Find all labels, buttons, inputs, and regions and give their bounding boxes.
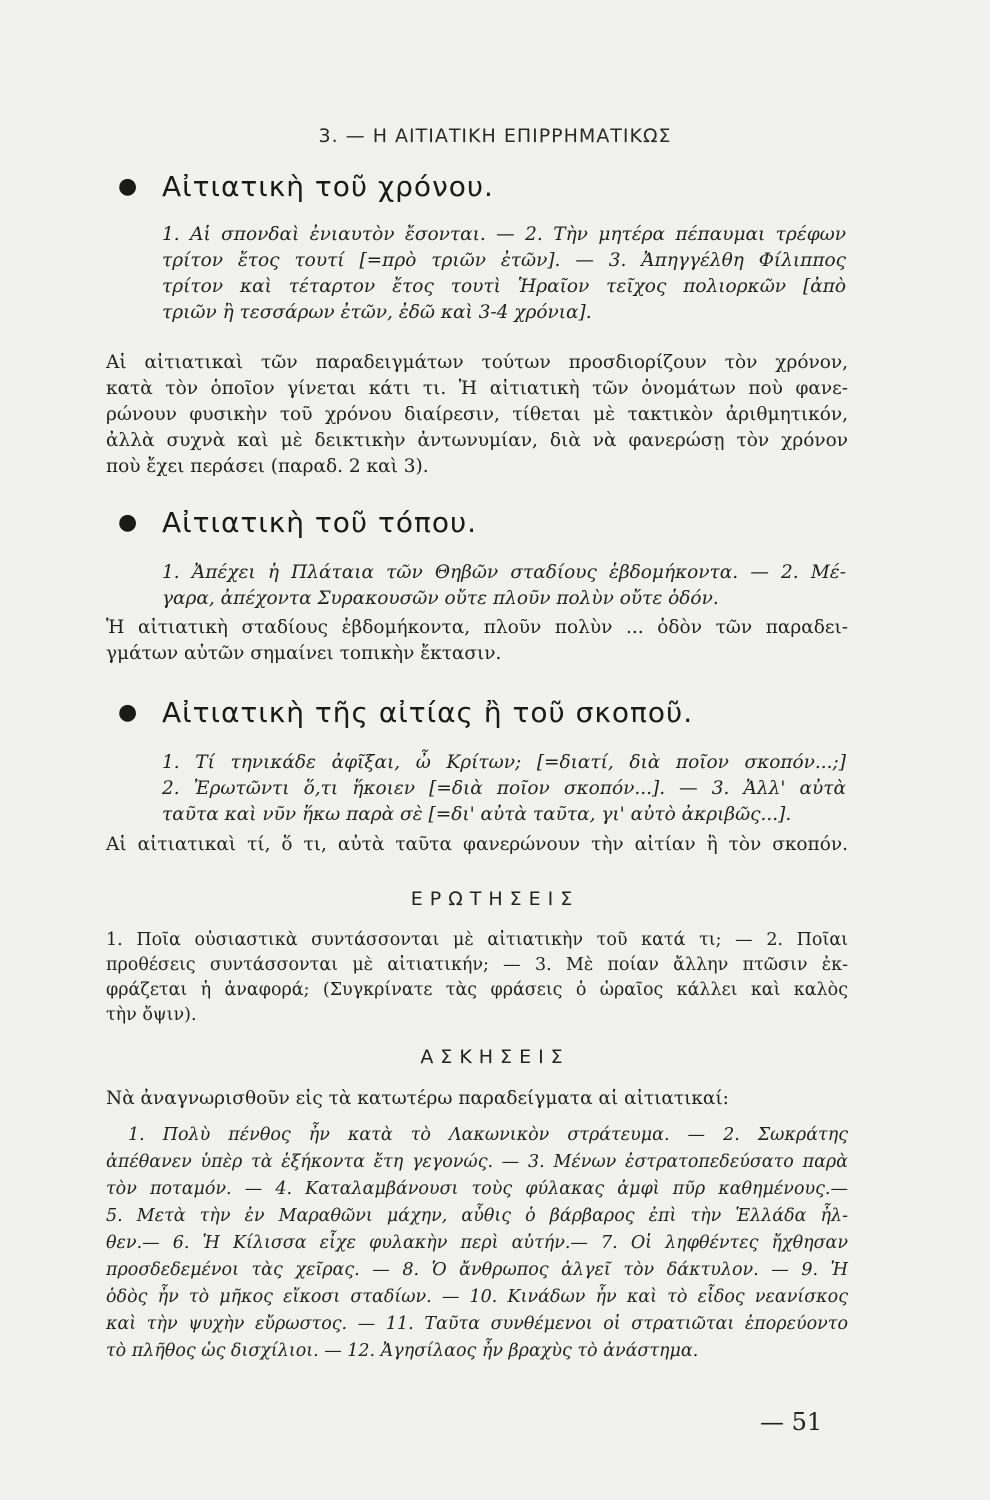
questions-heading: ΕΡΩΤΗΣΕΙΣ [410, 888, 580, 910]
section-title-time: ● Αἰτιατικὴ τοῦ χρόνου. [118, 170, 494, 203]
bullet-icon: ● [118, 700, 139, 725]
explanation-cause: Αἱ αἰτιατικαὶ τί, ὅ τι, αὐτὰ ταῦτα φανερώνουν τὴν αἰτίαν ἢ τὸν σκοπόν. [106, 834, 848, 855]
bullet-icon: ● [118, 174, 139, 199]
bullet-icon: ● [118, 510, 139, 535]
explanation-time: Αἱ αἰτιατικαὶ τῶν παραδειγμάτων τούτων προσδιορίζουν τὸν χρόνον, κατὰ τὸν ὁποῖον γίνεται κάτι τι. Ἡ αἰτιατικὴ τῶν ὀνομάτων ποὺ φανε- ρώνουν φυσικὴν τοῦ χρόνου διαίρεσιν, τίθεται μὲ τακτικὸν ἀριθμητικόν, ἀλλὰ συχνὰ καὶ μὲ δεικτικὴν ἀντωνυμίαν, διὰ νὰ φανερώσῃ τὸν χρόνον ποὺ ἔχει περάσει (παραδ. 2 καὶ 3). [106, 352, 848, 477]
running-header: 3. — Η ΑΙΤΙΑΤΙΚΗ ΕΠΙΡΡΗΜΑΤΙΚΩΣ [318, 125, 672, 147]
page-number: — 51 [760, 1408, 823, 1436]
section-title-cause: ● Αἰτιατικὴ τῆς αἰτίας ἢ τοῦ σκοποῦ. [118, 696, 694, 729]
examples-time: 1. Αἱ σπονδαὶ ἐνιαυτὸν ἔσονται. — 2. Τὴν μητέρα πέπαυμαι τρέφων τρίτον ἔτος τουτί [=πρὸ τριῶν ἐτῶν]. — 3. Ἀπηγγέλθη Φίλιππος τρίτον καὶ τέταρτον ἔτος τουτὶ Ἡραῖον τεῖχος πολιορκῶν [ἀπὸ τριῶν ἢ τεσσάρων ἐτῶν, ἐδῶ καὶ 3-4 χρόνια]. [162, 224, 846, 323]
exercises-intro: Νὰ ἀναγνωρισθοῦν εἰς τὰ κατωτέρω παραδείγματα αἱ αἰτιατικαί: [106, 1088, 729, 1109]
section-title-place: ● Αἰτιατικὴ τοῦ τόπου. [118, 506, 478, 539]
questions-text: 1. Ποῖα οὐσιαστικὰ συντάσσονται μὲ αἰτιατικὴν τοῦ κατά τι; — 2. Ποῖαι προθέσεις συντάσσονται μὲ αἰτιατικήν; — 3. Μὲ ποίαν ἄλλην πτῶσιν ἐκ- φράζεται ἡ ἀναφορά; (Συγκρίνατε τὰς φράσεις ὁ ὡραῖος κάλλει καὶ καλὸς τὴν ὄψιν). [106, 930, 848, 1025]
explanation-place: Ἡ αἰτιατικὴ σταδίους ἑβδομήκοντα, πλοῦν πολὺν ... ὁδὸν τῶν παραδει- γμάτων αὐτῶν σημαίνει τοπικὴν ἔκτασιν. [106, 617, 848, 664]
exercises-list: 1. Πολὺ πένθος ἦν κατὰ τὸ Λακωνικὸν στράτευμα. — 2. Σωκράτης ἀπέθανεν ὑπὲρ τὰ ἑξήκοντα ἔτη γεγονώς. — 3. Μένων ἐστρατοπεδεύσατο παρὰ τὸν ποταμόν. — 4. Καταλαμβάνουσι τοὺς φύλακας ἀμφὶ πῦρ καθημένους.— 5. Μετὰ τὴν ἐν Μαραθῶνι μάχην, αὖθις ὁ βάρβαρος ἐπὶ τὴν Ἑλλάδα ἦλ- θεν.— 6. Ἡ Κίλισσα εἶχε φυλακὴν περὶ αὐτήν.— 7. Οἱ ληφθέντες ἤχθησαν προσδεδεμένοι τὰς χεῖρας. — 8. Ὁ ἄνθρωπος ἀλγεῖ τὸν δάκτυλον. — 9. Ἡ ὁδὸς ἦν τὸ μῆκος εἴκοσι σταδίων. — 10. Κινάδων ἦν καὶ τὸ εἶδος νεανίσκος καὶ τὴν ψυχὴν εὔρωστος. — 11. Ταῦτα συνθέμενοι οἱ στρατιῶται ἐπορεύοντο τὸ πλῆθος ὡς δισχίλιοι. — 12. Ἀγησίλαος ἦν βραχὺς τὸ ἀνάστημα. [106, 1125, 848, 1361]
examples-cause: 1. Τί τηνικάδε ἀφῖξαι, ὦ Κρίτων; [=διατί, διὰ ποῖον σκοπόν...;] 2. Ἐρωτῶντι ὅ,τι ἥκοιεν [=διὰ ποῖον σκοπόν...]. — 3. Ἀλλ' αὐτὰ ταῦτα καὶ νῦν ἥκω παρὰ σὲ [=δι' αὐτὰ ταῦτα, γι' αὐτὸ ἀκριβῶς...]. [162, 752, 846, 825]
exercises-heading: ΑΣΚΗΣΕΙΣ [420, 1046, 570, 1068]
examples-place: 1. Ἀπέχει ἡ Πλάταια τῶν Θηβῶν σταδίους ἑβδομήκοντα. — 2. Μέ- γαρα, ἀπέχοντα Συρακουσῶν οὔτε πλοῦν πολὺν οὔτε ὁδόν. [162, 562, 846, 609]
